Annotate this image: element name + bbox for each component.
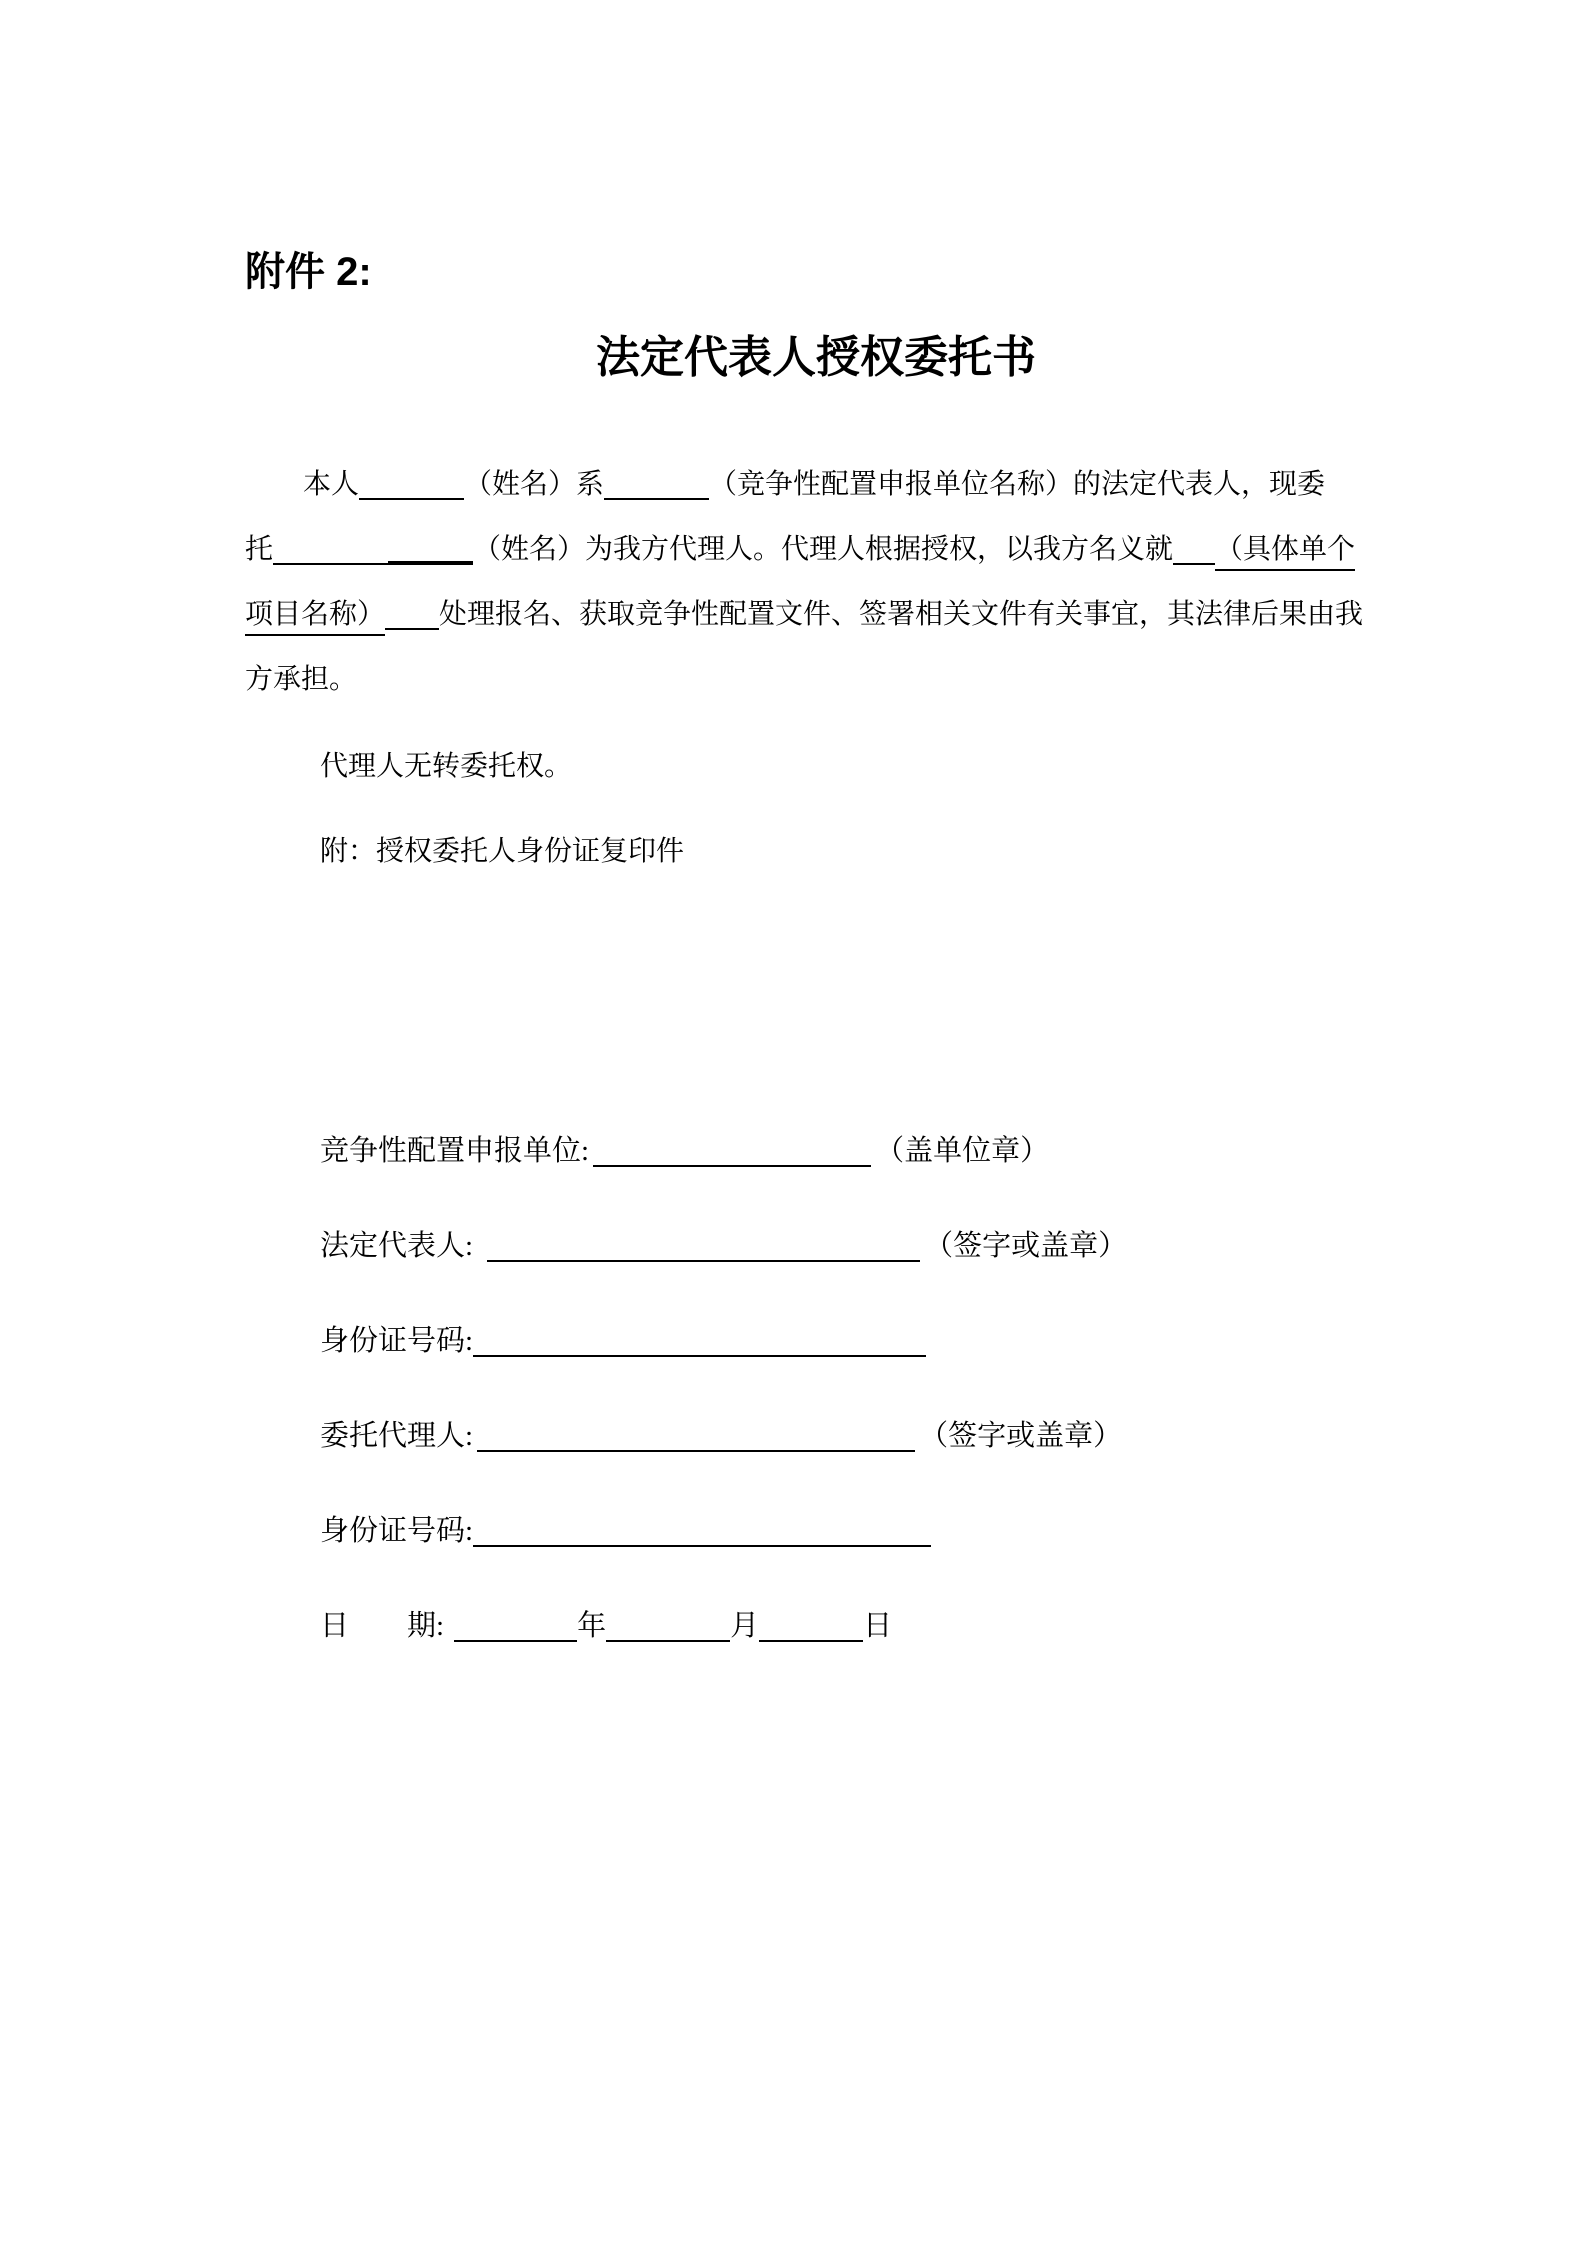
paragraph-text: （姓名）为我方代理人。代理人根据授权，以我方名义就: [473, 534, 1174, 565]
date-label: 日 期:: [320, 1610, 445, 1642]
form-row-suffix: （签字或盖章）: [919, 1420, 1123, 1452]
form-row-label: 法定代表人:: [320, 1230, 474, 1262]
form-row-applicant-unit: [245, 1104, 1387, 1199]
form-row-date: [245, 1579, 1387, 1674]
paragraph-line-2: [245, 517, 1387, 582]
month-blank: [606, 1640, 730, 1642]
legal-rep-signature-blank: [487, 1260, 920, 1262]
form-row-label: 竞争性配置申报单位:: [320, 1135, 590, 1167]
paragraph-text: 托: [245, 534, 274, 565]
day-blank: [759, 1640, 863, 1642]
project-name-blank: [1173, 563, 1215, 565]
agent-signature-blank: [477, 1450, 915, 1452]
day-suffix: 日: [863, 1610, 893, 1642]
applicant-unit-name-blank: [604, 498, 709, 500]
agent-id-blank: [473, 1545, 931, 1547]
underlined-text: 项目名称）: [245, 598, 385, 636]
form-row-legal-representative: [245, 1199, 1387, 1294]
no-sub-delegation-note: 代理人无转委托权。: [320, 751, 573, 782]
signature-form: [245, 1104, 1387, 1674]
paragraph-text: （姓名）系: [464, 469, 605, 500]
year-blank: [454, 1640, 577, 1642]
year-suffix: 年: [577, 1610, 607, 1642]
paragraph-line-1: [245, 452, 1387, 517]
form-row-label: 身份证号码:: [320, 1515, 474, 1547]
authorization-paragraph: [245, 452, 1387, 712]
id-copy-attachment-note: 附：授权委托人身份证复印件: [320, 836, 685, 867]
principal-name-blank: [359, 498, 464, 500]
attachment-label: 附件 2:: [245, 250, 372, 294]
form-row-suffix: （盖单位章）: [875, 1135, 1050, 1167]
form-row-suffix: （签字或盖章）: [924, 1230, 1128, 1262]
agent-name-blank: [273, 563, 388, 565]
paragraph-line-3: [245, 582, 1387, 647]
unit-name-blank: [593, 1165, 871, 1167]
underlined-text: （具体单个: [1215, 533, 1355, 571]
form-row-label: 身份证号码:: [320, 1325, 474, 1357]
document-title: 法定代表人授权委托书: [596, 333, 1036, 382]
paragraph-text: 本人: [303, 469, 360, 500]
month-suffix: 月: [730, 1610, 760, 1642]
agent-name-blank-bold-segment: [388, 561, 473, 565]
paragraph-text: 方承担。: [245, 664, 358, 695]
paragraph-text: （竞争性配置申报单位名称）的法定代表人，现委: [709, 469, 1326, 500]
form-row-entrusted-agent: [245, 1389, 1387, 1484]
paragraph-line-4: [245, 647, 1387, 712]
paragraph-text: 处理报名、获取竞争性配置文件、签署相关文件有关事宜，其法律后果由我: [439, 599, 1364, 630]
form-row-legal-rep-id: [245, 1294, 1387, 1389]
form-row-agent-id: [245, 1484, 1387, 1579]
legal-rep-id-blank: [473, 1355, 926, 1357]
project-name-blank-continued: [385, 628, 439, 630]
form-row-label: 委托代理人:: [320, 1420, 474, 1452]
